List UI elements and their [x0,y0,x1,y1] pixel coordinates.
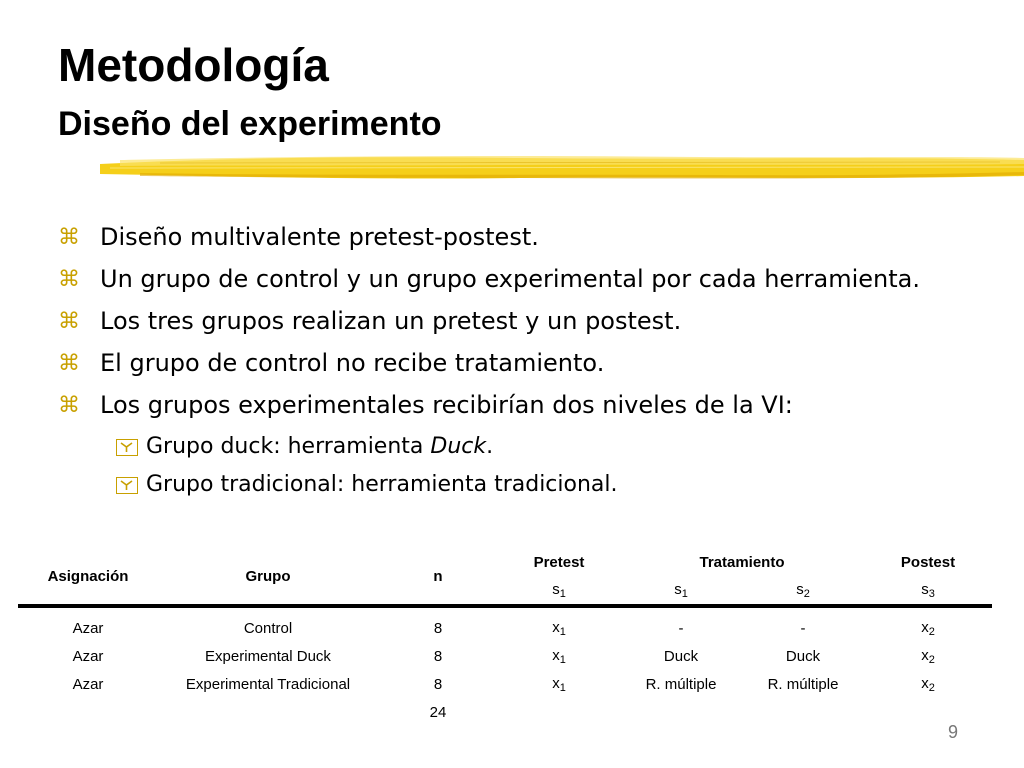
list-item: ⌘ Los tres grupos realizan un pretest y un postest. [58,304,998,339]
subheader-pretest: $s_1$ [498,576,620,606]
subheader-tratamiento-1: $s_1$ [620,576,742,606]
header-tratamiento: Tratamiento [699,553,785,571]
command-key-bullet-icon: ⌘ [58,309,80,334]
sub-list-item: Grupo tradicional: herramienta tradicional. [58,468,998,502]
table-row: Azar Control 8 $x_1$ - - $x_2$ [72,618,935,638]
header-pretest: Pretest [533,553,585,571]
checkbox-bullet-icon [116,477,138,494]
list-item: ⌘ Los grupos experimentales recibirían dos niveles de la VI: [58,388,998,423]
bullet-list [58,220,998,506]
subheader-tratamiento-2: $s_2$ [742,576,864,606]
list-item: ⌘ El grupo de control no recibe tratamiento. [58,346,998,381]
page-number: 9 [947,722,958,742]
slide-title: Metodología [58,39,329,91]
command-key-bullet-icon: ⌘ [58,393,80,418]
highlighter-stroke-decoration [100,146,1024,186]
header-postest: Postest [900,553,956,571]
experiment-design-table [18,548,992,726]
header-asignacion: Asignación [18,548,158,606]
command-key-bullet-icon: ⌘ [58,351,80,376]
list-item: ⌘ Diseño multivalente pretest-postest. [58,220,998,255]
table-row: Azar Experimental Duck 8 $x_1$ Duck Duck $x_2$ [72,646,935,666]
checkbox-bullet-icon [116,439,138,456]
header-n: n [378,548,498,606]
total-n: 24 [429,703,447,721]
table-row: Azar Experimental Tradicional 8 $x_1$ R. múltiple R. múltiple $x_2$ [72,674,935,694]
header-grupo: Grupo [158,548,378,606]
list-item: ⌘ Un grupo de control y un grupo experimental por cada herramienta. [58,262,998,297]
subheader-postest: $s_3$ [864,576,992,606]
table-total-row [18,698,992,726]
slide-subtitle: Diseño del experimento [58,105,442,143]
command-key-bullet-icon: ⌘ [58,267,80,292]
command-key-bullet-icon: ⌘ [58,225,80,250]
sub-list-item: Grupo duck: herramienta Duck. [58,430,998,464]
